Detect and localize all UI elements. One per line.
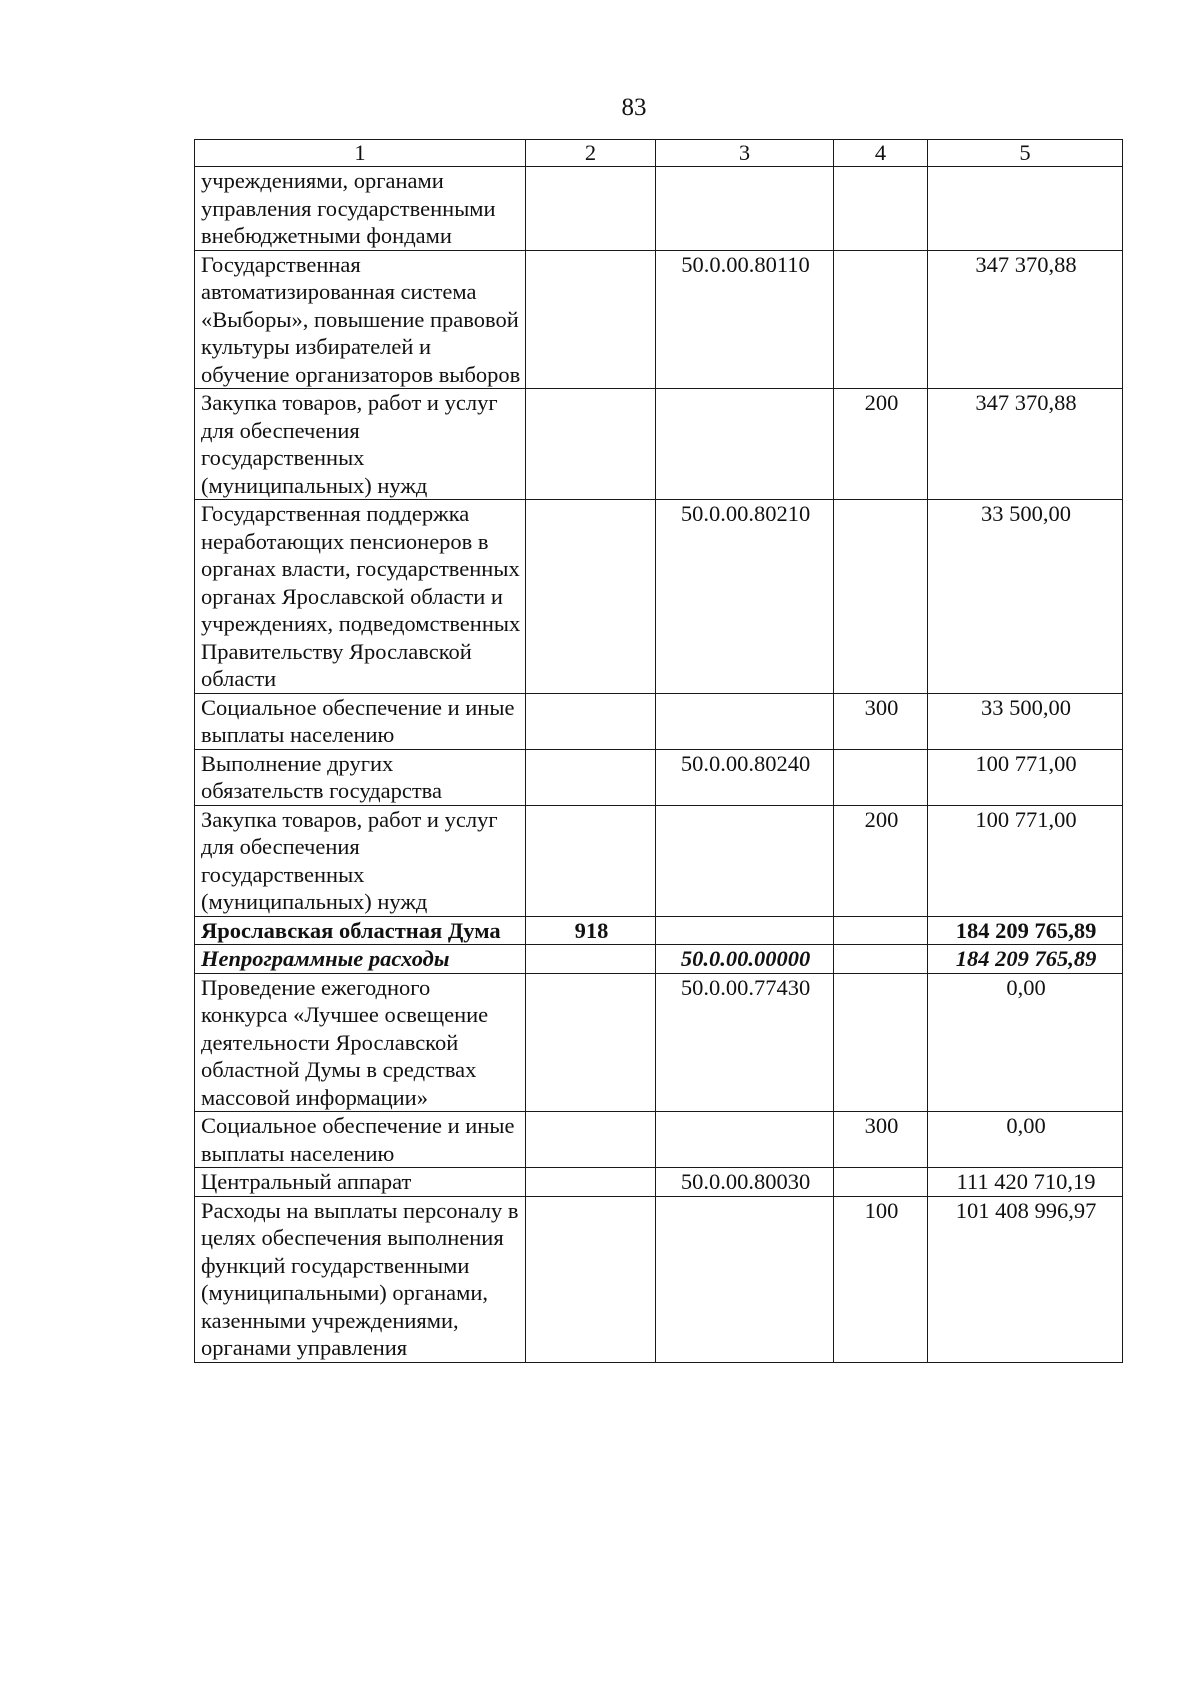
target-article-cell [656, 167, 834, 251]
admin-code-cell [526, 389, 656, 500]
item-name-cell: Закупка товаров, работ и услуг для обеспечения государственных (муниципальных) нужд [195, 805, 526, 916]
expense-type-cell [834, 500, 928, 694]
amount-cell: 111 420 710,19 [928, 1168, 1123, 1197]
amount-cell: 184 209 765,89 [928, 945, 1123, 974]
expense-type-cell [834, 916, 928, 945]
amount-cell: 347 370,88 [928, 250, 1123, 389]
header-col-2: 2 [526, 140, 656, 167]
target-article-cell: 50.0.00.77430 [656, 973, 834, 1112]
item-name-cell: Расходы на выплаты персоналу в целях обеспечения выполнения функций государственными (муниципальными) органами, казенными учреждениями, органами управления [195, 1196, 526, 1362]
amount-cell: 347 370,88 [928, 389, 1123, 500]
page-number: 83 [621, 94, 647, 121]
expense-type-cell [834, 945, 928, 974]
table-row [195, 973, 1123, 1112]
item-name-cell: Центральный аппарат [195, 1168, 526, 1197]
budget-table [194, 139, 1123, 1363]
table-row [195, 167, 1123, 251]
admin-code-cell: 918 [526, 916, 656, 945]
table-row [195, 945, 1123, 974]
amount-cell: 101 408 996,97 [928, 1196, 1123, 1362]
target-article-cell: 50.0.00.00000 [656, 945, 834, 974]
admin-code-cell [526, 1112, 656, 1168]
expense-type-cell [834, 749, 928, 805]
item-name-cell: Государственная автоматизированная система «Выборы», повышение правовой культуры избирателей и обучение организаторов выборов [195, 250, 526, 389]
amount-cell: 33 500,00 [928, 693, 1123, 749]
header-row [195, 140, 1123, 167]
target-article-cell [656, 805, 834, 916]
target-article-cell [656, 693, 834, 749]
amount-cell: 0,00 [928, 973, 1123, 1112]
amount-cell: 33 500,00 [928, 500, 1123, 694]
header-col-1: 1 [195, 140, 526, 167]
expense-type-cell: 200 [834, 805, 928, 916]
table-row [195, 389, 1123, 500]
target-article-cell [656, 389, 834, 500]
admin-code-cell [526, 167, 656, 251]
admin-code-cell [526, 805, 656, 916]
target-article-cell [656, 916, 834, 945]
expense-type-cell [834, 973, 928, 1112]
admin-code-cell [526, 250, 656, 389]
amount-cell: 0,00 [928, 1112, 1123, 1168]
admin-code-cell [526, 500, 656, 694]
item-name-cell: Социальное обеспечение и иные выплаты населению [195, 693, 526, 749]
item-name-cell: Ярославская областная Дума [195, 916, 526, 945]
target-article-cell: 50.0.00.80210 [656, 500, 834, 694]
target-article-cell [656, 1196, 834, 1362]
expense-type-cell: 200 [834, 389, 928, 500]
admin-code-cell [526, 1168, 656, 1197]
target-article-cell [656, 1112, 834, 1168]
expense-type-cell: 300 [834, 693, 928, 749]
expense-type-cell: 300 [834, 1112, 928, 1168]
header-col-5: 5 [928, 140, 1123, 167]
target-article-cell: 50.0.00.80240 [656, 749, 834, 805]
target-article-cell: 50.0.00.80030 [656, 1168, 834, 1197]
amount-cell: 100 771,00 [928, 805, 1123, 916]
table-row [195, 805, 1123, 916]
item-name-cell: Закупка товаров, работ и услуг для обеспечения государственных (муниципальных) нужд [195, 389, 526, 500]
header-col-4: 4 [834, 140, 928, 167]
item-name-cell: учреждениями, органами управления государственными внебюджетными фондами [195, 167, 526, 251]
admin-code-cell [526, 1196, 656, 1362]
expense-type-cell [834, 250, 928, 389]
expense-type-cell [834, 167, 928, 251]
item-name-cell: Проведение ежегодного конкурса «Лучшее освещение деятельности Ярославской областной Думы в средствах массовой информации» [195, 973, 526, 1112]
table-row [195, 1168, 1123, 1197]
table-row [195, 500, 1123, 694]
admin-code-cell [526, 945, 656, 974]
table-row [195, 250, 1123, 389]
amount-cell: 100 771,00 [928, 749, 1123, 805]
table-body [195, 167, 1123, 1363]
expense-type-cell: 100 [834, 1196, 928, 1362]
admin-code-cell [526, 973, 656, 1112]
admin-code-cell [526, 749, 656, 805]
table-row [195, 693, 1123, 749]
item-name-cell: Непрограммные расходы [195, 945, 526, 974]
item-name-cell: Социальное обеспечение и иные выплаты населению [195, 1112, 526, 1168]
amount-cell: 184 209 765,89 [928, 916, 1123, 945]
table-row [195, 1112, 1123, 1168]
header-col-3: 3 [656, 140, 834, 167]
admin-code-cell [526, 693, 656, 749]
amount-cell [928, 167, 1123, 251]
item-name-cell: Выполнение других обязательств государства [195, 749, 526, 805]
target-article-cell: 50.0.00.80110 [656, 250, 834, 389]
table-row [195, 916, 1123, 945]
table-row [195, 1196, 1123, 1362]
item-name-cell: Государственная поддержка неработающих пенсионеров в органах власти, государственных органах Ярославской области и учреждениях, подведомственных Правительству Ярославской области [195, 500, 526, 694]
table-row [195, 749, 1123, 805]
expense-type-cell [834, 1168, 928, 1197]
